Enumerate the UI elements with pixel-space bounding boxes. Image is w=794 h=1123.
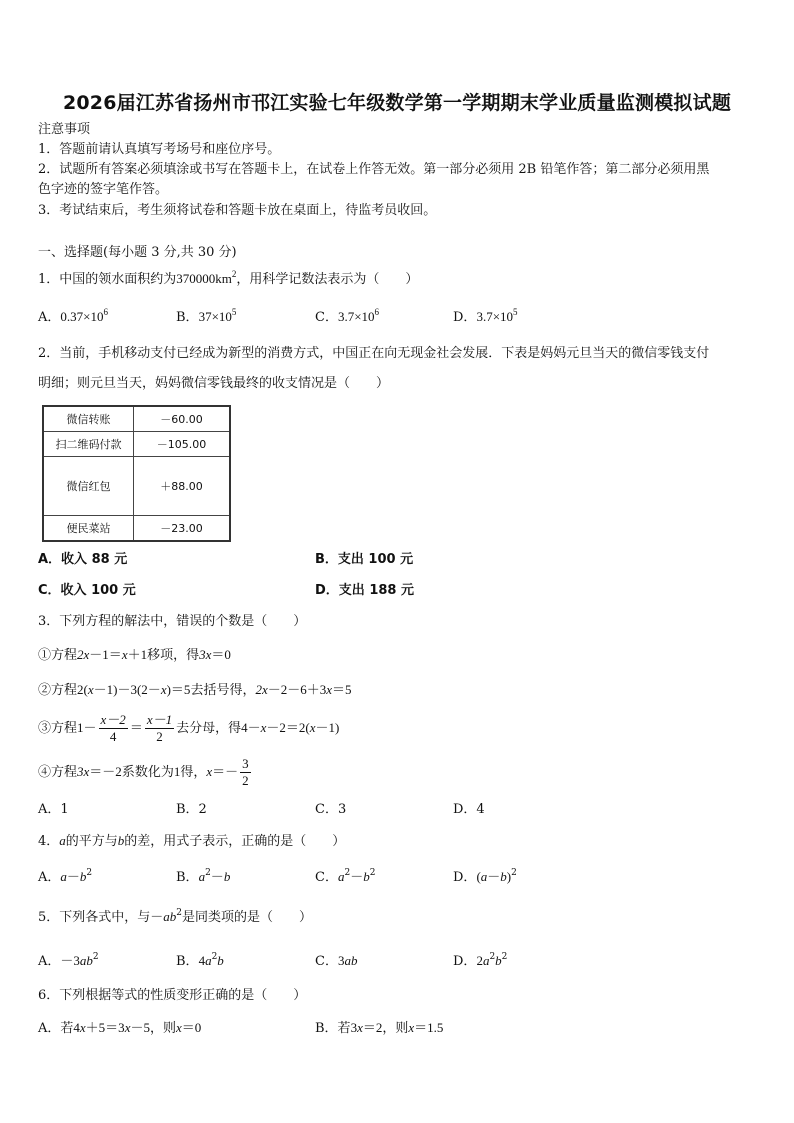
q3-item-1: ①方程2x－1＝x＋1移项，得3x＝0 — [38, 647, 231, 663]
q1-option-a: A．$0.37\times 10^6$ — [38, 307, 108, 325]
table-cell-amount: －60.00 — [134, 406, 231, 432]
q3-item-2: ②方程2(x－1)－3(2－x)＝5去括号得，2x－2－6＋3x＝5 — [38, 682, 352, 698]
table-cell-item: 微信红包 — [43, 457, 134, 516]
question-3: 3．下列方程的解法中，错误的个数是（ ） — [38, 614, 307, 629]
page-title: 2026届江苏省扬州市邗江实验七年级数学第一学期期末学业质量监测模拟试题 — [62, 92, 732, 114]
table-row — [43, 457, 230, 516]
table-row — [43, 406, 230, 432]
question-5: 5．下列各式中，与$-ab^2$是同类项的是（ ） — [38, 908, 313, 925]
q5-option-d: D．$2a^2b^2$ — [453, 952, 508, 969]
q4-option-c: C．$a^2-b^2$ — [315, 868, 376, 885]
q6-option-a: A．若4x＋5＝3x－5，则x＝0 — [38, 1020, 202, 1036]
question-2-line1: 2．当前，手机移动支付已经成为新型的消费方式，中国正在向无现金社会发展．下表是妈妈元旦当天的微信零钱支付 — [38, 346, 710, 361]
q2-option-b: B．支出 100 元 — [315, 552, 414, 567]
notice-item-3: 3．考试结束后，考生须将试卷和答题卡放在桌面上，待监考员收回。 — [38, 203, 437, 218]
notice-item-2-cont: 色字迹的签字笔作答。 — [38, 182, 169, 197]
q2-option-d: D．支出 188 元 — [315, 583, 414, 598]
q3-item-3: ③方程1－ $\frac{x-2}{4}$ ＝ $\frac{x-1}{2}$ 去分母，得4－x－2＝2(x－1) — [38, 712, 340, 744]
question-4: 4．a的平方与b的差，用式子表示，正确的是（ ） — [38, 833, 346, 849]
q3-option-c: C．3 — [315, 802, 347, 817]
q4-option-b: B．$a^2-b$ — [176, 868, 231, 885]
wechat-payment-table — [42, 405, 231, 542]
q5-option-b: B．$4a^2b$ — [176, 952, 224, 969]
q6-option-b: B．若3x＝2，则x＝1.5 — [315, 1020, 444, 1036]
question-6: 6．下列根据等式的性质变形正确的是（ ） — [38, 988, 307, 1003]
q1-option-c: C．$3.7\times 10^6$ — [315, 307, 380, 325]
question-1: 1．中国的领水面积约为$370000km^2$，用科学记数法表示为（ ） — [38, 269, 419, 287]
table-row — [43, 432, 230, 457]
q1-option-b: B．$37\times 10^5$ — [176, 307, 237, 325]
q3-option-d: D．4 — [453, 802, 485, 817]
notice-item-1: 1．答题前请认真填写考场号和座位序号。 — [38, 142, 281, 157]
section-heading: 一、选择题(每小题 3 分,共 30 分) — [38, 245, 237, 260]
q5-option-a: A．$-3ab^2$ — [38, 952, 99, 969]
q3-item-4: ④方程3x＝－2系数化为1得，x＝－ $\frac{3}{2}$ — [38, 756, 249, 788]
q4-option-d: D．$(a-b)^2$ — [453, 868, 517, 885]
q3-option-b: B．2 — [176, 802, 207, 817]
q4-option-a: A．$a-b^2$ — [38, 868, 93, 885]
notice-item-2: 2．试题所有答案必须填涂或书写在答题卡上，在试卷上作答无效。第一部分必须用 2B 铅笔作答；第二部分必须用黑 — [38, 162, 710, 177]
q2-option-c: C．收入 100 元 — [38, 583, 136, 598]
table-row — [43, 516, 230, 542]
q1-option-d: D．$3.7\times 10^5$ — [453, 307, 518, 325]
table-cell-amount: －105.00 — [134, 432, 231, 457]
table-cell-amount: －23.00 — [134, 516, 231, 542]
q5-option-c: C．3ab — [315, 953, 358, 969]
table-cell-amount: ＋88.00 — [134, 457, 231, 516]
table-cell-item: 扫二维码付款 — [43, 432, 134, 457]
notice-heading: 注意事项 — [38, 122, 91, 137]
table-cell-item: 便民菜站 — [43, 516, 134, 542]
q2-option-a: A．收入 88 元 — [38, 552, 128, 567]
table-cell-item: 微信转账 — [43, 406, 134, 432]
question-2-line2: 明细；则元旦当天，妈妈微信零钱最终的收支情况是（ ） — [38, 376, 390, 391]
q3-option-a: A．1 — [38, 802, 69, 817]
